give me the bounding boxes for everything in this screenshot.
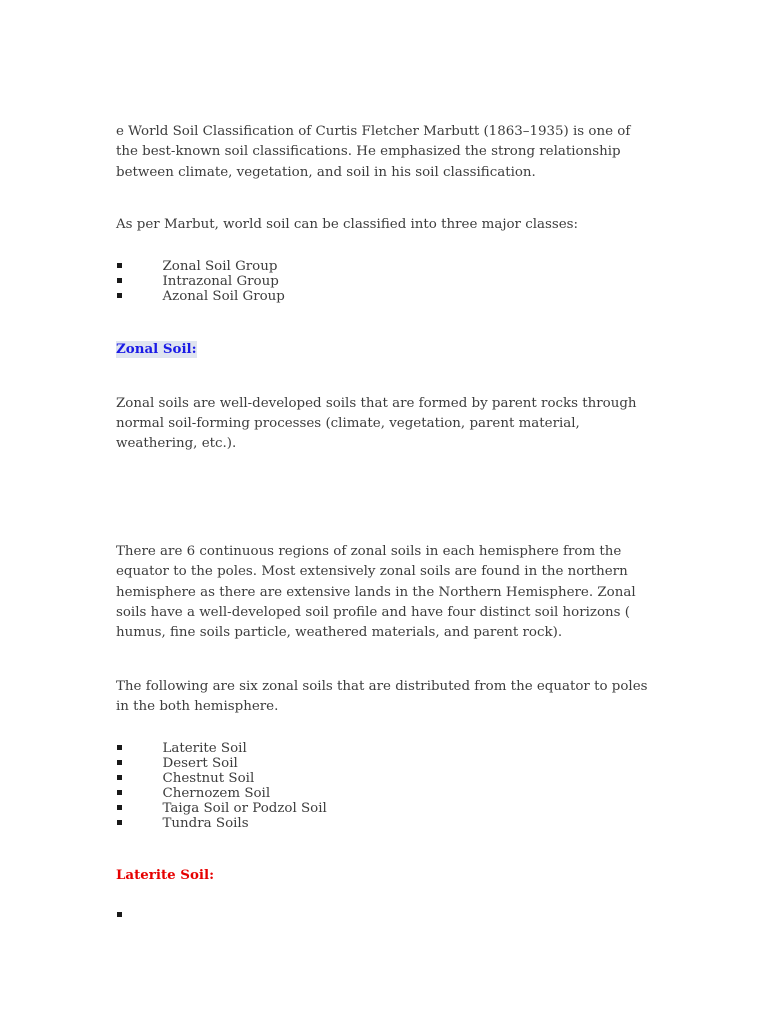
list-item: Taiga Soil or Podzol Soil (116, 801, 656, 816)
list-item: Azonal Soil Group (116, 289, 656, 304)
list-item: Desert Soil (116, 756, 656, 771)
document-page (116, 122, 656, 923)
six-soils-list (116, 741, 656, 831)
bullet-icon (117, 912, 122, 917)
bullet-icon (117, 278, 122, 283)
bullet-icon (117, 790, 122, 795)
list-item: Chestnut Soil (116, 771, 656, 786)
major-classes-list (116, 259, 656, 304)
bullet-icon (117, 760, 122, 765)
list-item: Laterite Soil (116, 741, 656, 756)
laterite-soil-heading: Laterite Soil: (116, 866, 215, 883)
empty-list-item (116, 908, 656, 923)
zonal-definition-paragraph: Zonal soils are well-developed soils that are formed by parent rocks through normal soil-forming processes (climate, vegetation, parent material, weathering, etc.). (116, 395, 637, 452)
list-item: Chernozem Soil (116, 786, 656, 801)
zonal-soil-heading: Zonal Soil: (116, 340, 197, 357)
bullet-icon (117, 805, 122, 810)
bullet-icon (117, 820, 122, 825)
bullet-icon (117, 263, 122, 268)
list-item: Intrazonal Group (116, 274, 656, 289)
bullet-icon (117, 775, 122, 780)
list-item: Zonal Soil Group (116, 259, 656, 274)
zonal-regions-paragraph: There are 6 continuous regions of zonal soils in each hemisphere from the equator to the poles. Most extensively zonal soils are found in the northern hemisphere as there are extensive lands in the Northern Hemisphere. Zonal soils have a well-developed soil profile and have four distinct soil horizons ( humus, fine soils particle, weathered materials, and parent rock). (116, 543, 636, 641)
list-item: Tundra Soils (116, 816, 656, 831)
intro-paragraph: e World Soil Classification of Curtis Fletcher Marbutt (1863–1935) is one of the best-known soil classifications. He emphasized the strong relationship between climate, vegetation, and soil in his soil classification. (116, 124, 631, 180)
six-soils-intro: The following are six zonal soils that are distributed from the equator to poles in the both hemisphere. (116, 678, 648, 715)
bullet-icon (117, 293, 122, 298)
bullet-icon (117, 745, 122, 750)
marbut-classes-intro: As per Marbut, world soil can be classified into three major classes: (116, 217, 579, 233)
